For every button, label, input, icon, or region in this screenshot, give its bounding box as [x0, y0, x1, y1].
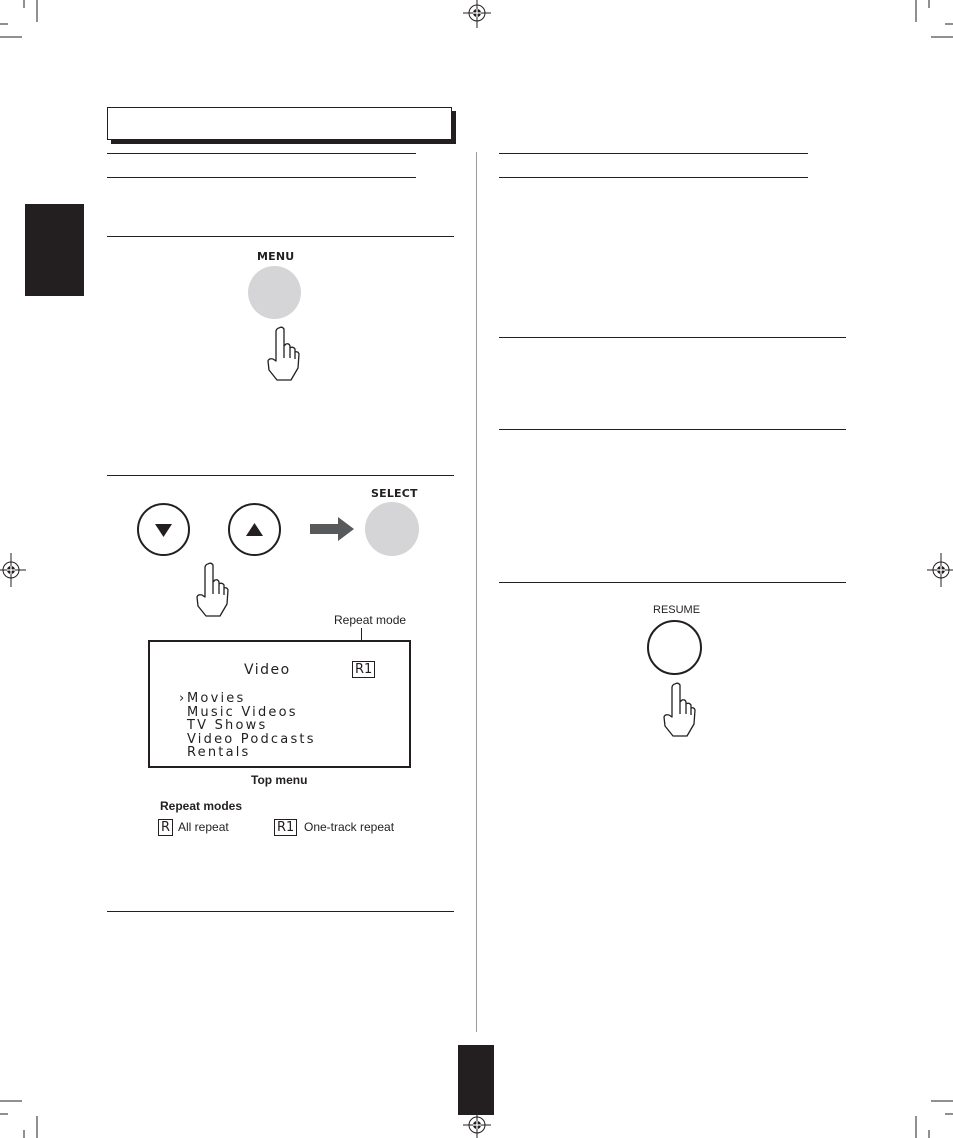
- heading-rule: [499, 153, 808, 154]
- up-arrow-icon: [230, 505, 279, 554]
- list-item[interactable]: Video Podcasts: [187, 731, 316, 747]
- column-divider: [476, 152, 477, 1032]
- heading-rule: [107, 177, 416, 178]
- repeat-all-icon-text: R: [158, 819, 173, 836]
- repeat-one-icon: [274, 818, 297, 836]
- resume-button[interactable]: [647, 620, 702, 675]
- pointing-hand-icon: [266, 326, 300, 382]
- repeat-mode-callout: Repeat mode: [334, 613, 407, 627]
- step-divider: [107, 911, 454, 912]
- language-side-tab: [25, 204, 84, 296]
- section-title-box: [107, 107, 452, 140]
- menu-list: [187, 692, 316, 760]
- step-divider: [499, 582, 846, 583]
- list-item[interactable]: Rentals: [187, 745, 251, 760]
- screen-title: Video: [244, 662, 291, 678]
- menu-label: MENU: [257, 250, 295, 263]
- repeat-indicator: [352, 660, 375, 678]
- down-arrow-icon: [139, 505, 188, 554]
- step-divider: [107, 236, 454, 237]
- select-label: SELECT: [371, 487, 418, 500]
- heading-rule: [499, 177, 808, 178]
- heading-rule: [107, 153, 416, 154]
- step-divider: [499, 429, 846, 430]
- step-divider: [107, 475, 454, 476]
- select-button[interactable]: [365, 502, 419, 556]
- step-divider: [499, 337, 846, 338]
- down-button[interactable]: [137, 503, 190, 556]
- repeat-modes-heading: Repeat modes: [160, 799, 243, 813]
- resume-label: RESUME: [653, 604, 701, 616]
- repeat-one-label: One-track repeat: [304, 820, 395, 834]
- list-item[interactable]: TV Shows: [187, 718, 268, 733]
- screen-caption: Top menu: [251, 773, 308, 787]
- registration-mark-icon: [0, 553, 26, 587]
- repeat-indicator-text: R1: [352, 661, 375, 678]
- list-item[interactable]: Music Videos: [187, 704, 298, 720]
- right-arrow-icon: [310, 516, 356, 542]
- repeat-one-icon-text: R1: [274, 819, 297, 836]
- up-button[interactable]: [228, 503, 281, 556]
- page-number-tab: [458, 1045, 494, 1115]
- pointing-hand-icon: [662, 682, 696, 738]
- repeat-all-label: All repeat: [178, 820, 229, 834]
- video-menu-screen: [148, 640, 411, 768]
- list-item[interactable]: Movies: [187, 691, 246, 706]
- registration-mark-icon: [461, 0, 493, 28]
- cursor-icon: ›: [179, 691, 187, 706]
- menu-button[interactable]: [248, 266, 301, 319]
- pointing-hand-icon: [195, 562, 229, 618]
- registration-mark-icon: [927, 553, 953, 587]
- repeat-all-icon: [158, 818, 173, 836]
